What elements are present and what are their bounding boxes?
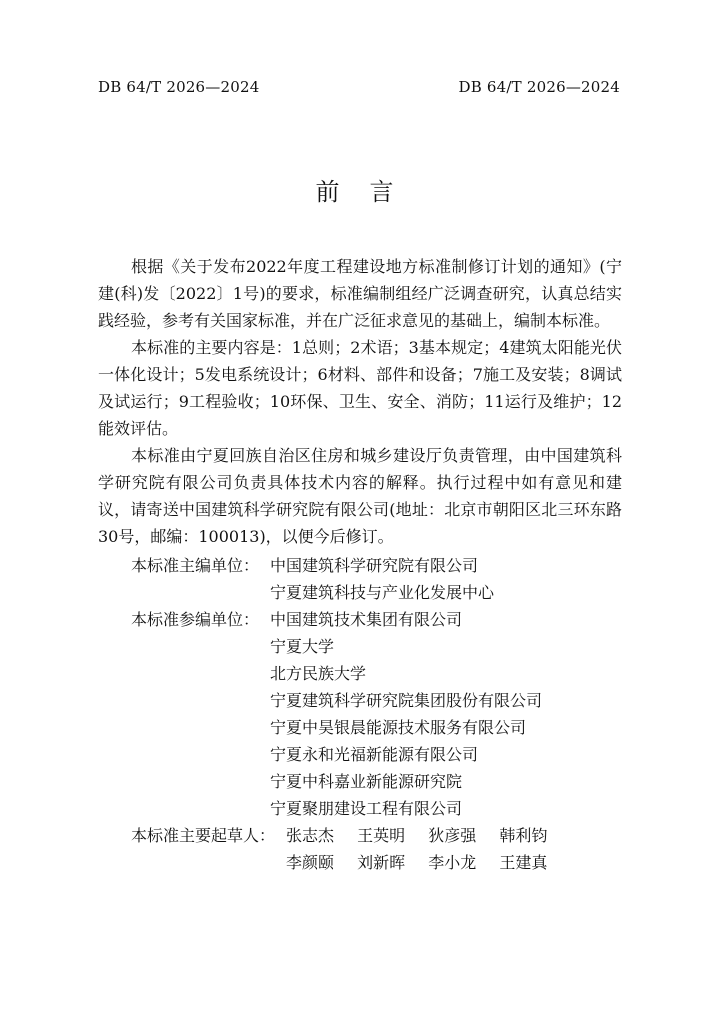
header-standard-code-right: DB 64/T 2026—2024 — [458, 78, 620, 96]
participating-editor-row — [98, 606, 622, 633]
chief-editor-label: 本标准主编单位： — [131, 556, 260, 575]
participating-editor-unit: 北方民族大学 — [270, 664, 367, 683]
participating-editor-row — [98, 741, 622, 768]
drafters-label: 本标准主要起草人： — [131, 826, 276, 845]
document-body — [98, 253, 622, 876]
drafter-name: 张志杰 — [286, 826, 335, 845]
participating-editor-row — [98, 795, 622, 822]
paragraph-main-contents: 本标准的主要内容是：1总则；2术语；3基本规定；4建筑太阳能光伏一体化设计；5发电系统设计；6材料、部件和设备；7施工及安装；8调试及试运行；9工程验收；10环保、卫生、安全、消防；11运行及维护；12能效评估。 — [98, 338, 622, 438]
drafters-row — [98, 822, 622, 849]
drafter-name: 王英明 — [357, 826, 406, 845]
participating-editor-unit: 中国建筑技术集团有限公司 — [270, 610, 463, 629]
drafter-name: 狄彦强 — [428, 826, 477, 845]
participating-editor-row — [98, 633, 622, 660]
header-standard-code-left: DB 64/T 2026—2024 — [98, 78, 260, 96]
participating-editor-unit: 宁夏永和光福新能源有限公司 — [270, 745, 479, 764]
participating-editor-unit: 宁夏大学 — [270, 637, 335, 656]
participating-editor-unit: 宁夏建筑科学研究院集团股份有限公司 — [270, 691, 543, 710]
participating-editor-row — [98, 687, 622, 714]
drafter-name: 王建真 — [499, 853, 548, 872]
participating-editor-label: 本标准参编单位： — [131, 610, 260, 629]
chief-editor-unit: 中国建筑科学研究院有限公司 — [270, 556, 479, 575]
participating-editor-row — [98, 660, 622, 687]
participating-editor-unit: 宁夏聚朋建设工程有限公司 — [270, 799, 463, 818]
chief-editor-row — [98, 579, 622, 606]
drafter-name: 李小龙 — [428, 853, 477, 872]
participating-editor-unit: 宁夏中昊银晨能源技术服务有限公司 — [270, 718, 527, 737]
drafter-name: 李颜颐 — [286, 853, 335, 872]
paragraph-basis: 根据《关于发布2022年度工程建设地方标准制修订计划的通知》(宁建(科)发〔2022〕1号)的要求，标准编制组经广泛调查研究，认真总结实践经验，参考有关国家标准，并在广泛征求意见的基础上，编制本标准。 — [98, 257, 622, 330]
drafter-name: 韩利钧 — [499, 826, 548, 845]
drafters-row — [98, 849, 622, 876]
chief-editor-unit: 宁夏建筑科技与产业化发展中心 — [270, 583, 495, 602]
participating-editor-row — [98, 768, 622, 795]
participating-editor-row — [98, 714, 622, 741]
drafter-name: 刘新晖 — [357, 853, 406, 872]
participating-editor-unit: 宁夏中科嘉业新能源研究院 — [270, 772, 463, 791]
organizations-list — [98, 552, 622, 876]
page-title: 前言 — [315, 178, 424, 206]
chief-editor-row — [98, 552, 622, 579]
paragraph-administration: 本标准由宁夏回族自治区住房和城乡建设厅负责管理，由中国建筑科学研究院有限公司负责具体技术内容的解释。执行过程中如有意见和建议，请寄送中国建筑科学研究院有限公司(地址：北京市朝阳区北三环东路30号，邮编：100013)，以便今后修订。 — [98, 446, 622, 546]
